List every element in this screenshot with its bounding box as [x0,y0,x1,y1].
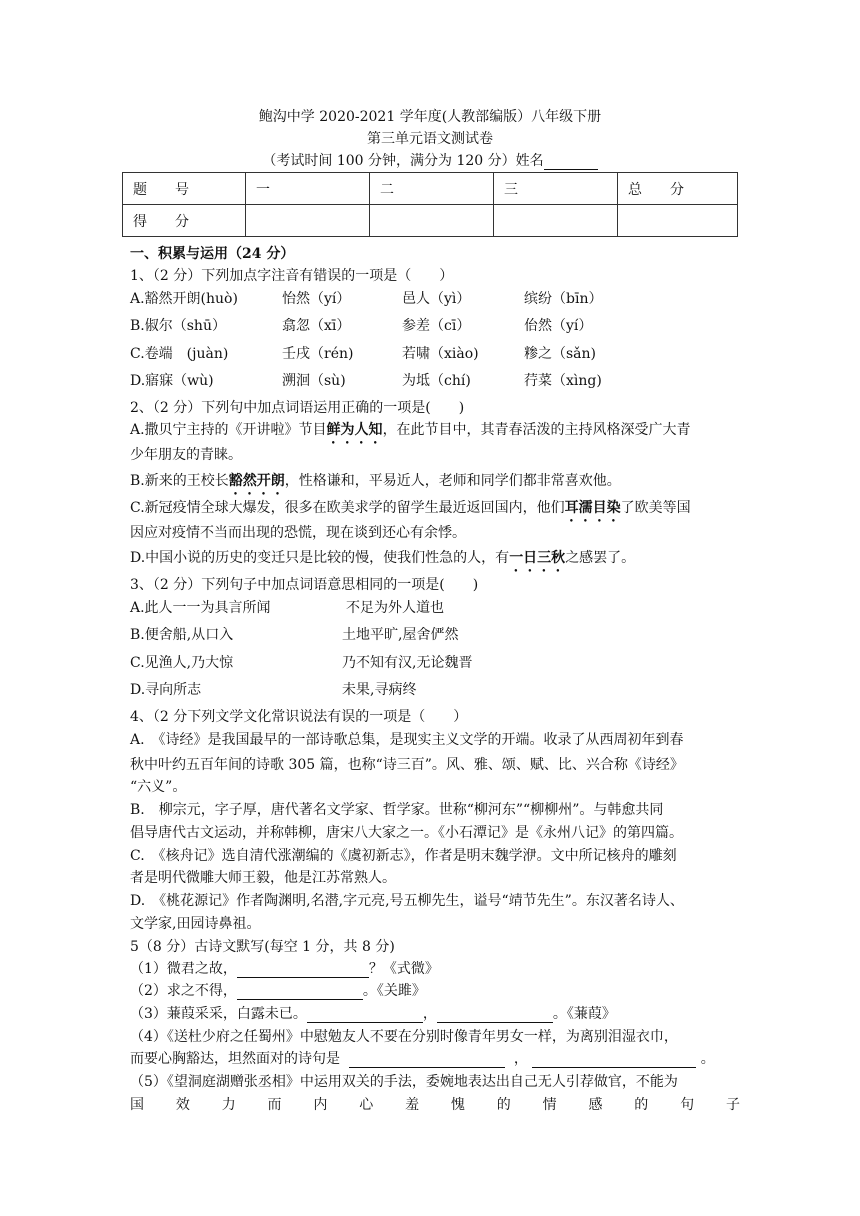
q5-4-blank-1[interactable] [349,1053,505,1068]
q1-d-4: 荇菜（xìng) [524,373,602,389]
score-cell[interactable] [618,205,738,237]
q5-item-5-cont: 国效力而内心羞愧的情感的句子 [130,1097,740,1113]
q1-stem: 1、（2 分）下列加点字注音有错误的一项是（ ） [130,268,454,284]
q5-item-2 [130,980,740,1000]
q2-a-dotted-word: 鲜为人知 [326,422,383,438]
q5-2-blank[interactable] [237,985,363,1000]
exam-title: 鲍沟中学 2020-2021 学年度(人教部编版）八年级下册 [258,109,602,125]
q2-stem: 2、（2 分）下列句中加点词语运用正确的一项是( ) [130,400,465,416]
score-table [122,172,738,237]
exam-info-text: （考试时间 100 分钟，满分为 120 分）姓名 [262,153,544,169]
q4-option-d-cont: 文学家,田园诗鼻祖。 [130,916,261,932]
q2-option-b [130,470,740,498]
q4-stem: 4、（2 分下列文学文化常识说法有误的一项是（ ） [130,709,468,725]
q2-option-a-cont: 少年朋友的青睐。 [130,447,242,463]
table-cell: 题 号 [123,173,246,205]
q5-4-suffix: 。 [700,1051,715,1067]
q3-b-1: B.便舍船,从口入 [130,627,234,643]
q3-d-1: D.寻向所志 [130,682,202,698]
table-row [123,173,738,205]
q3-d-2: 未果,寻病终 [342,682,417,698]
q2-d-text: D.中国小说的历史的变迁只是比较的慢，使我们性急的人，有 [130,550,510,566]
q1-a-2: 怡然（yí） [282,291,351,307]
q2-option-d [130,547,740,575]
q5-2-suffix: 。《关雎》 [362,983,426,999]
q5-3-prefix: （3）蒹葭采采，白露未已。 [130,1006,307,1022]
score-cell[interactable] [370,205,494,237]
q4-option-d: D. 《桃花源记》作者陶渊明,名潜,字元亮,号五柳先生，谥号“靖节先生”。东汉著名诗人、 [130,893,684,909]
q4-option-a: A. 《诗经》是我国最早的一部诗歌总集，是现实主义文学的开端。收录了从西周初年到春 [130,732,684,748]
q2-d-dotted-word: 一日三秋 [509,550,566,566]
q4-option-b-cont: 倡导唐代古文运动，并称韩柳，唐宋八大家之一。《小石潭记》是《永州八记》的第四篇。 [130,825,683,841]
q5-item-4-cont [130,1048,740,1068]
q4-option-b: B. 柳宗元，字子厚，唐代著名文学家、哲学家。世称“柳河东”“柳柳州”。与韩愈共同 [130,802,664,818]
q4-option-c-cont: 者是明代微雕大师王毅，他是江苏常熟人。 [130,870,396,886]
q5-1-suffix: ？《式微》 [368,961,439,977]
q3-a-1: A.此人一一为具言所闻 [130,600,271,616]
score-cell[interactable] [246,205,370,237]
section-heading: 一、积累与运用（24 分） [130,246,295,262]
q4-option-a-cont-2: “六义”。 [130,779,187,795]
q3-a-2: 不足为外人道也 [346,600,444,616]
q5-item-4: （4）《送杜少府之任蜀州》中慰勉友人不要在分别时像青年男女一样，为离别泪湿衣巾， [130,1029,678,1045]
q5-3-sep: ， [422,1006,437,1022]
q3-b-2: 土地平旷,屋舍俨然 [342,627,459,643]
q5-item-1 [130,958,740,978]
name-blank[interactable] [544,155,598,170]
q5-3-blank-1[interactable] [307,1008,423,1023]
q2-a-text-2: ，在此节目中，其青春活泼的主持风格深受广大青 [382,422,691,438]
q2-option-a [130,419,740,447]
exam-subtitle: 第三单元语文测试卷 [367,131,493,147]
q5-item-3 [130,1003,740,1023]
q5-4-blank-2[interactable] [532,1053,696,1068]
q1-d-2: 溯洄（sù) [282,373,346,389]
table-cell: 三 [494,173,618,205]
q2-option-c [130,497,740,525]
table-cell: 二 [370,173,494,205]
q1-a-3: 邑人（yì） [402,291,471,307]
q1-d-1: D.寤寐（wù) [130,373,214,389]
score-cell[interactable] [494,205,618,237]
q2-b-dotted-word: 豁然开朗 [228,473,285,489]
q1-b-4: 佁然（yí） [524,318,593,334]
q5-stem: 5（8 分）古诗文默写(每空 1 分，共 8 分) [130,939,395,955]
q5-3-suffix: 。《蒹葭》 [552,1006,616,1022]
q1-b-3: 参差（cī） [402,318,471,334]
q1-a-4: 缤纷（bīn） [524,291,603,307]
q2-b-text: B.新来的王校长 [130,473,229,489]
q4-option-a-cont: 秋中叶约五百年间的诗歌 305 篇，也称“诗三百”。风、雅、颂、赋、比、兴合称《诗经》 [130,757,684,773]
q1-c-2: 壬戌（rén) [282,346,354,362]
q2-option-c-cont: 因应对疫情不当而出现的恐慌，现在谈到还心有余悸。 [130,525,466,541]
q1-d-3: 为坻（chí) [402,373,471,389]
q2-a-text: A.撒贝宁主持的《开讲啦》节目 [130,422,327,438]
table-cell: 得 分 [123,205,246,237]
q2-c-dotted-word: 耳濡目染 [564,500,621,516]
q5-2-prefix: （2）求之不得， [130,983,237,999]
q2-c-text-2: 了欧美等国 [620,500,691,516]
table-row [123,205,738,237]
q2-b-text-2: ，性格谦和，平易近人，老师和同学们都非常喜欢他。 [284,473,621,489]
q1-b-1: B.俶尔（shū） [130,318,226,334]
q3-c-2: 乃不知有汉,无论魏晋 [342,655,473,671]
q1-a-1: A.豁然开朗(huò) [130,291,238,307]
q1-c-3: 若啸（xiào) [402,346,479,362]
exam-info [0,150,860,170]
q5-item-5: （5）《望洞庭湖赠张丞相》中运用双关的手法，委婉地表达出自己无人引荐做官，不能为 [130,1074,678,1090]
q3-stem: 3、（2 分）下列句子中加点词语意思相同的一项是( ) [130,577,479,593]
q1-c-1: C.卷端 (juàn) [130,346,229,362]
q5-3-blank-2[interactable] [437,1008,553,1023]
q2-d-text-2: 之感罢了。 [565,550,636,566]
table-cell: 一 [246,173,370,205]
q5-4-prefix: 而要心胸豁达，坦然面对的诗句是 [130,1051,340,1067]
q5-1-prefix: （1）微君之故， [130,961,237,977]
q5-4-sep: ， [513,1051,528,1067]
q3-c-1: C.见渔人,乃大惊 [130,655,234,671]
q1-c-4: 糁之（sǎn) [524,346,597,362]
q4-option-c: C. 《核舟记》选自清代涨潮编的《虞初新志》，作者是明末魏学洢。文中所记核舟的雕刻 [130,848,677,864]
q1-b-2: 翕忽（xī） [282,318,351,334]
table-cell: 总 分 [618,173,738,205]
q2-c-text: C.新冠疫情全球大爆发，很多在欧美求学的留学生最近返回国内，他们 [130,500,565,516]
q5-1-blank[interactable] [237,963,369,978]
